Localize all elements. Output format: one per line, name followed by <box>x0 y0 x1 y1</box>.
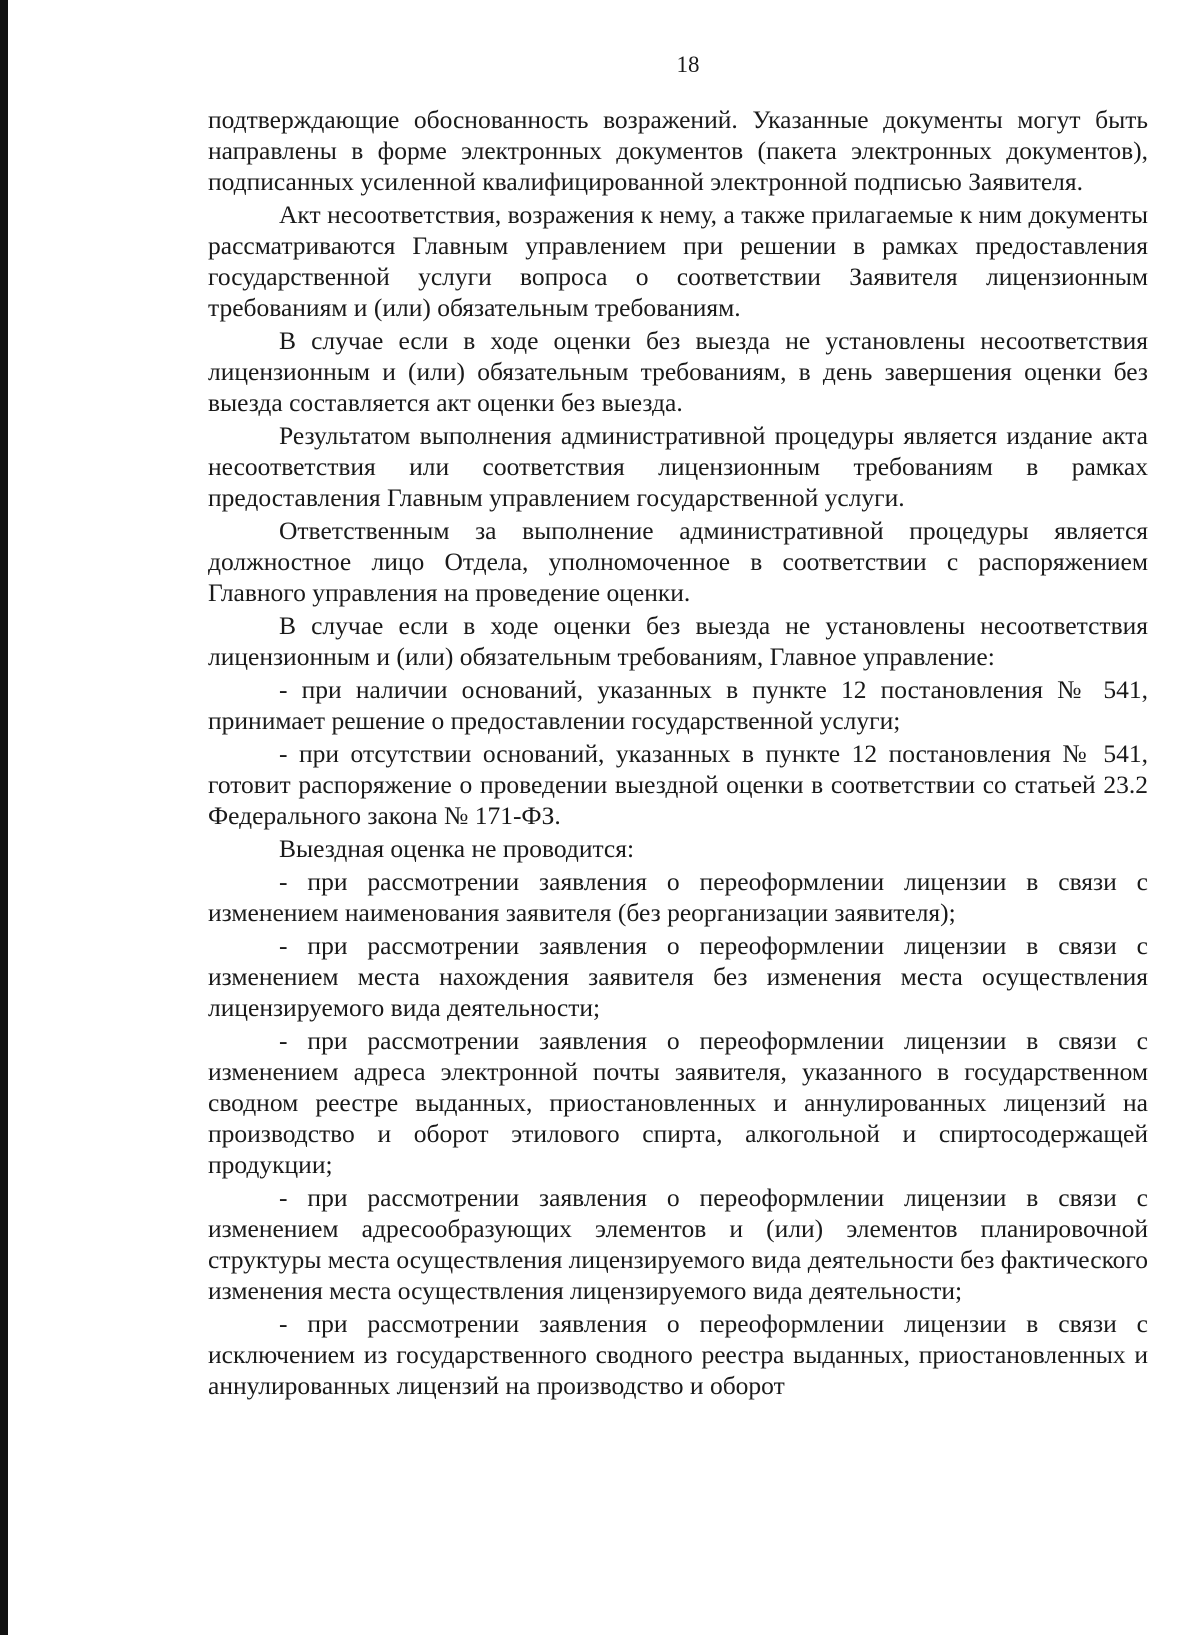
scan-edge <box>0 0 8 1635</box>
paragraph: Результатом выполнения административной процедуры является издание акта несоответствия или соответствия лицензионным требованиям в рамках предоставления Главным управлением государственной услуги. <box>208 421 1148 512</box>
list-item: - при наличии оснований, указанных в пункте 12 постановления № 541, принимает решение о предоставлении государственной услуги; <box>208 675 1148 735</box>
document-page <box>208 50 1148 1401</box>
paragraph: Выездная оценка не проводится: <box>279 834 635 863</box>
paragraph: В случае если в ходе оценки без выезда не установлены несоответствия лицензионным и (или) обязательным требованиям, Главное управление: <box>208 611 1148 671</box>
paragraph: В случае если в ходе оценки без выезда не установлены несоответствия лицензионным и (или) обязательным требованиям, в день завершения оценки без выезда составляется акт оценки без выезда. <box>208 326 1148 417</box>
list-item: - при рассмотрении заявления о переоформлении лицензии в связи с изменением наименования заявителя (без реорганизации заявителя); <box>208 867 1148 927</box>
paragraph: подтверждающие обоснованность возражений. Указанные документы могут быть направлены в форме электронных документов (пакета электронных документов), подписанных усиленной квалифицированной электронной подписью Заявителя. <box>208 105 1148 196</box>
list-item: - при рассмотрении заявления о переоформлении лицензии в связи с исключением из государственного сводного реестра выданных, приостановленных и аннулированных лицензий на производство и оборот <box>208 1309 1148 1400</box>
paragraph: Акт несоответствия, возражения к нему, а также прилагаемые к ним документы рассматриваются Главным управлением при решении в рамках предоставления государственной услуги вопроса о соответствии Заявителя лицензионным требованиям и (или) обязательным требованиям. <box>208 200 1148 322</box>
page-number: 18 <box>676 52 700 77</box>
list-item: - при рассмотрении заявления о переоформлении лицензии в связи с изменением адресообразующих элементов и (или) элементов планировочной структуры места осуществления лицензируемого вида деятельности без фактического изменения места осуществления лицензируемого вида деятельности; <box>208 1183 1148 1305</box>
paragraph: Ответственным за выполнение административной процедуры является должностное лицо Отдела, уполномоченное в соответствии с распоряжением Главного управления на проведение оценки. <box>208 516 1148 607</box>
list-item: - при рассмотрении заявления о переоформлении лицензии в связи с изменением адреса электронной почты заявителя, указанного в государственном сводном реестре выданных, приостановленных и аннулированных лицензий на производство и оборот этилового спирта, алкогольной и спиртосодержащей продукции; <box>208 1026 1148 1179</box>
list-item: - при отсутствии оснований, указанных в пункте 12 постановления № 541, готовит распоряжение о проведении выездной оценки в соответствии со статьей 23.2 Федерального закона № 171-ФЗ. <box>208 739 1148 830</box>
list-item: - при рассмотрении заявления о переоформлении лицензии в связи с изменением места нахождения заявителя без изменения места осуществления лицензируемого вида деятельности; <box>208 931 1148 1022</box>
